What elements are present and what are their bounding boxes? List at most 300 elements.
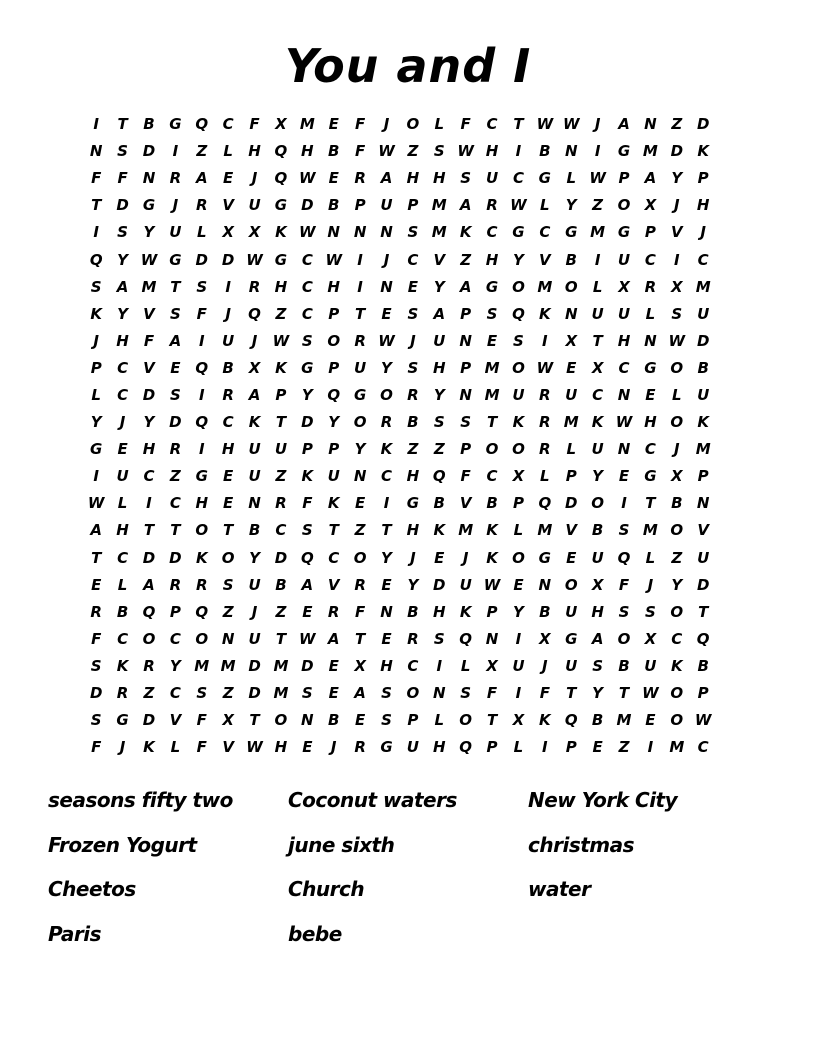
grid-letter: T: [645, 494, 656, 513]
grid-letter: U: [380, 196, 393, 215]
grid-letter: F: [196, 304, 207, 323]
grid-letter: O: [670, 602, 684, 621]
grid-row: [83, 301, 743, 328]
grid-letter: G: [142, 196, 156, 215]
grid-letter: T: [513, 115, 524, 134]
grid-letter: G: [485, 277, 499, 296]
grid-row: [83, 409, 743, 436]
grid-letter: W: [87, 494, 105, 513]
grid-letter: D: [195, 250, 208, 269]
grid-letter: B: [697, 656, 709, 675]
grid-letter: W: [325, 250, 342, 269]
grid-letter: U: [644, 656, 657, 675]
grid-letter: R: [486, 196, 498, 215]
grid-letter: G: [538, 169, 551, 188]
grid-letter: P: [697, 684, 709, 703]
grid-letter: W: [246, 250, 263, 269]
grid-letter: E: [381, 629, 392, 648]
word-row: [48, 823, 788, 868]
grid-letter: O: [512, 277, 525, 296]
grid-letter: O: [617, 196, 631, 215]
grid-letter: Z: [592, 196, 604, 215]
grid-letter: Q: [89, 250, 103, 269]
grid-letter: L: [645, 548, 656, 567]
grid-letter: I: [172, 142, 179, 161]
grid-letter: X: [565, 331, 578, 350]
grid-letter: K: [380, 440, 393, 459]
grid-letter: Y: [381, 358, 392, 377]
grid-letter: E: [592, 738, 603, 757]
grid-letter: M: [484, 358, 500, 377]
grid-letter: C: [407, 250, 419, 269]
grid-letter: M: [194, 656, 210, 675]
grid-row: [83, 111, 743, 138]
grid-letter: K: [275, 358, 287, 377]
grid-row: [83, 165, 743, 192]
grid-letter: P: [697, 169, 709, 188]
grid-letter: Q: [195, 115, 209, 134]
grid-letter: C: [486, 223, 498, 242]
grid-letter: Y: [513, 250, 524, 269]
grid-letter: K: [195, 548, 208, 567]
grid-letter: M: [431, 196, 447, 215]
grid-letter: X: [486, 656, 498, 675]
grid-letter: R: [195, 196, 208, 215]
grid-letter: T: [486, 711, 498, 730]
grid-letter: L: [645, 304, 656, 323]
grid-letter: U: [512, 656, 525, 675]
grid-letter: K: [539, 304, 551, 323]
grid-letter: J: [119, 738, 126, 757]
grid-letter: E: [223, 169, 234, 188]
grid-letter: S: [196, 277, 208, 296]
grid-letter: S: [90, 656, 102, 675]
grid-letter: T: [486, 413, 498, 432]
grid-letter: N: [327, 223, 340, 242]
grid-letter: D: [116, 196, 129, 215]
grid-letter: F: [249, 115, 260, 134]
grid-letter: S: [486, 304, 498, 323]
grid-letter: Z: [196, 142, 208, 161]
grid-letter: H: [485, 142, 499, 161]
grid-letter: O: [670, 521, 684, 540]
grid-letter: T: [170, 521, 181, 540]
word-item: Cheetos: [48, 877, 136, 902]
grid-letter: Z: [275, 602, 287, 621]
grid-letter: M: [642, 521, 658, 540]
grid-letter: R: [407, 629, 419, 648]
grid-letter: I: [594, 250, 601, 269]
grid-letter: I: [647, 738, 654, 757]
grid-letter: L: [434, 115, 445, 134]
grid-letter: Z: [671, 115, 683, 134]
grid-letter: U: [354, 358, 367, 377]
grid-letter: G: [274, 250, 288, 269]
grid-letter: J: [119, 413, 126, 432]
grid-letter: U: [169, 223, 182, 242]
grid-letter: G: [169, 250, 182, 269]
grid-letter: X: [591, 358, 604, 377]
grid-letter: N: [644, 115, 657, 134]
grid-letter: U: [697, 304, 710, 323]
grid-letter: P: [275, 385, 287, 404]
grid-letter: C: [644, 250, 656, 269]
grid-letter: A: [169, 331, 182, 350]
grid-letter: P: [328, 304, 340, 323]
letter-grid: [83, 111, 743, 761]
grid-letter: C: [697, 738, 709, 757]
grid-letter: E: [381, 575, 392, 594]
grid-letter: C: [301, 277, 313, 296]
grid-letter: Y: [513, 602, 524, 621]
grid-letter: G: [301, 358, 314, 377]
grid-letter: I: [93, 115, 99, 134]
grid-letter: F: [618, 575, 630, 594]
grid-letter: K: [459, 602, 472, 621]
grid-letter: L: [566, 440, 576, 459]
grid-letter: H: [274, 738, 288, 757]
grid-letter: R: [539, 385, 551, 404]
grid-letter: O: [142, 629, 156, 648]
grid-letter: U: [248, 196, 261, 215]
grid-letter: H: [432, 602, 446, 621]
grid-letter: C: [671, 629, 683, 648]
grid-letter: W: [615, 413, 633, 432]
grid-letter: N: [380, 602, 393, 621]
grid-letter: W: [378, 142, 395, 161]
grid-letter: R: [90, 602, 102, 621]
grid-letter: J: [383, 250, 390, 269]
grid-letter: S: [196, 684, 208, 703]
grid-letter: I: [594, 142, 601, 161]
grid-letter: O: [670, 684, 684, 703]
grid-letter: W: [668, 331, 686, 350]
grid-letter: Z: [275, 467, 287, 486]
grid-letter: Y: [407, 575, 419, 594]
grid-letter: R: [539, 440, 551, 459]
grid-letter: H: [116, 331, 129, 350]
grid-letter: G: [565, 223, 578, 242]
grid-letter: B: [222, 358, 234, 377]
grid-letter: Y: [565, 196, 577, 215]
grid-letter: Z: [169, 467, 181, 486]
grid-letter: P: [644, 223, 656, 242]
grid-letter: U: [565, 656, 578, 675]
grid-letter: O: [353, 413, 367, 432]
grid-letter: M: [537, 521, 553, 540]
grid-letter: J: [673, 196, 680, 215]
grid-letter: U: [459, 575, 472, 594]
grid-letter: L: [117, 575, 128, 594]
grid-letter: Y: [90, 413, 102, 432]
grid-letter: B: [591, 711, 604, 730]
grid-letter: A: [301, 575, 314, 594]
grid-letter: Q: [195, 358, 209, 377]
word-item: Coconut waters: [288, 788, 457, 813]
grid-letter: I: [515, 684, 522, 703]
grid-letter: M: [431, 223, 447, 242]
grid-letter: Z: [460, 250, 472, 269]
grid-letter: S: [433, 629, 445, 648]
grid-letter: J: [172, 196, 179, 215]
grid-letter: K: [670, 656, 683, 675]
grid-letter: R: [248, 277, 261, 296]
grid-letter: C: [117, 358, 129, 377]
grid-letter: Q: [459, 629, 473, 648]
grid-letter: D: [301, 196, 314, 215]
grid-letter: I: [357, 250, 363, 269]
grid-row: [83, 734, 743, 761]
grid-letter: Z: [671, 548, 683, 567]
grid-letter: F: [354, 115, 366, 134]
grid-letter: D: [142, 548, 156, 567]
grid-letter: W: [246, 738, 263, 757]
grid-letter: L: [434, 711, 445, 730]
grid-letter: B: [565, 250, 577, 269]
grid-letter: Y: [117, 250, 129, 269]
grid-letter: B: [116, 602, 129, 621]
grid-letter: C: [407, 656, 419, 675]
grid-letter: D: [169, 548, 182, 567]
grid-letter: J: [251, 602, 258, 621]
grid-letter: D: [248, 684, 261, 703]
grid-letter: E: [486, 331, 498, 350]
grid-letter: N: [459, 385, 472, 404]
grid-letter: Y: [433, 385, 445, 404]
grid-letter: C: [697, 250, 709, 269]
grid-letter: E: [354, 494, 366, 513]
grid-letter: I: [198, 385, 205, 404]
grid-letter: B: [327, 142, 340, 161]
grid-letter: S: [301, 331, 313, 350]
grid-row: [83, 490, 743, 517]
grid-letter: R: [169, 169, 182, 188]
grid-letter: K: [143, 738, 155, 757]
grid-letter: C: [169, 629, 181, 648]
grid-letter: Z: [275, 304, 287, 323]
grid-letter: W: [694, 711, 712, 730]
grid-letter: Y: [143, 223, 155, 242]
grid-letter: U: [617, 304, 631, 323]
grid-letter: N: [485, 629, 499, 648]
grid-letter: R: [380, 413, 393, 432]
grid-letter: Q: [248, 304, 261, 323]
grid-letter: A: [618, 115, 630, 134]
grid-letter: N: [380, 223, 393, 242]
grid-row: [83, 192, 743, 219]
word-item: water: [528, 877, 591, 902]
grid-row: [83, 517, 743, 544]
grid-letter: O: [670, 711, 684, 730]
grid-letter: M: [590, 223, 606, 242]
grid-letter: E: [302, 738, 313, 757]
grid-letter: F: [354, 602, 366, 621]
grid-letter: X: [248, 358, 261, 377]
grid-letter: O: [459, 711, 473, 730]
grid-letter: U: [222, 331, 235, 350]
grid-letter: M: [141, 277, 157, 296]
grid-letter: Q: [195, 602, 209, 621]
word-item: Church: [288, 877, 365, 902]
grid-letter: Q: [459, 738, 473, 757]
grid-letter: O: [274, 711, 288, 730]
grid-letter: W: [299, 169, 316, 188]
grid-letter: L: [170, 738, 181, 757]
grid-letter: O: [512, 548, 525, 567]
grid-letter: N: [432, 684, 446, 703]
grid-letter: X: [644, 629, 657, 648]
grid-letter: Y: [249, 548, 260, 567]
word-item: june sixth: [288, 832, 395, 857]
grid-letter: V: [327, 575, 340, 594]
grid-letter: S: [90, 277, 102, 296]
grid-letter: P: [486, 738, 498, 757]
grid-letter: E: [328, 656, 339, 675]
grid-letter: A: [195, 169, 208, 188]
grid-letter: S: [381, 711, 392, 730]
grid-row: [83, 138, 743, 165]
grid-row: [83, 626, 743, 653]
grid-letter: Y: [328, 413, 340, 432]
grid-letter: R: [222, 385, 234, 404]
grid-letter: R: [169, 575, 182, 594]
grid-letter: O: [380, 385, 393, 404]
grid-letter: E: [328, 115, 339, 134]
grid-letter: G: [644, 358, 657, 377]
grid-letter: Y: [301, 385, 313, 404]
grid-letter: X: [591, 575, 604, 594]
grid-letter: D: [274, 548, 288, 567]
grid-letter: L: [460, 656, 471, 675]
grid-letter: P: [565, 467, 577, 486]
grid-letter: K: [697, 413, 709, 432]
grid-letter: V: [433, 250, 446, 269]
grid-letter: H: [142, 440, 156, 459]
grid-letter: J: [225, 304, 231, 323]
grid-letter: H: [485, 250, 499, 269]
grid-letter: K: [697, 142, 709, 161]
grid-letter: B: [407, 413, 419, 432]
grid-letter: R: [644, 277, 657, 296]
grid-letter: B: [143, 115, 155, 134]
grid-letter: S: [381, 684, 392, 703]
grid-letter: G: [195, 467, 208, 486]
grid-letter: K: [248, 413, 261, 432]
grid-letter: H: [274, 277, 288, 296]
grid-letter: S: [301, 521, 313, 540]
grid-letter: W: [299, 223, 316, 242]
grid-letter: G: [353, 385, 367, 404]
grid-letter: G: [617, 142, 631, 161]
grid-row: [83, 680, 743, 707]
grid-letter: R: [327, 602, 340, 621]
grid-letter: M: [273, 684, 289, 703]
grid-row: [83, 545, 743, 572]
grid-letter: H: [432, 169, 446, 188]
grid-letter: H: [591, 602, 604, 621]
grid-letter: A: [116, 277, 129, 296]
grid-letter: N: [564, 304, 578, 323]
grid-letter: K: [433, 521, 446, 540]
grid-letter: L: [223, 142, 233, 161]
grid-letter: O: [406, 684, 420, 703]
grid-letter: E: [328, 684, 339, 703]
grid-letter: B: [248, 521, 261, 540]
grid-letter: E: [645, 711, 656, 730]
grid-letter: X: [222, 223, 234, 242]
grid-letter: E: [328, 169, 339, 188]
grid-letter: R: [407, 385, 419, 404]
grid-letter: I: [515, 142, 522, 161]
grid-letter: U: [591, 440, 604, 459]
grid-letter: T: [698, 602, 709, 621]
grid-letter: E: [223, 467, 234, 486]
grid-letter: C: [592, 385, 604, 404]
grid-letter: O: [564, 277, 578, 296]
grid-letter: C: [539, 223, 551, 242]
grid-letter: V: [670, 223, 683, 242]
grid-letter: C: [512, 169, 524, 188]
word-item: seasons fifty two: [48, 788, 233, 813]
grid-letter: Q: [696, 629, 710, 648]
grid-letter: P: [565, 738, 577, 757]
grid-letter: B: [327, 711, 340, 730]
grid-letter: D: [696, 575, 710, 594]
grid-letter: C: [301, 250, 313, 269]
grid-letter: R: [116, 684, 129, 703]
grid-letter: C: [222, 115, 234, 134]
grid-letter: C: [380, 467, 392, 486]
grid-letter: Y: [592, 684, 604, 703]
grid-letter: W: [642, 684, 659, 703]
word-row: [48, 912, 788, 957]
grid-letter: D: [696, 331, 710, 350]
grid-letter: J: [251, 331, 258, 350]
grid-letter: H: [406, 169, 420, 188]
grid-letter: K: [275, 223, 287, 242]
grid-letter: K: [459, 223, 472, 242]
grid-letter: S: [407, 304, 419, 323]
grid-letter: O: [670, 358, 684, 377]
grid-letter: D: [565, 494, 578, 513]
grid-letter: Q: [300, 548, 314, 567]
grid-letter: S: [618, 521, 630, 540]
grid-letter: S: [460, 413, 472, 432]
grid-letter: Q: [617, 548, 631, 567]
grid-letter: X: [512, 711, 525, 730]
grid-letter: H: [406, 521, 420, 540]
grid-letter: T: [223, 521, 234, 540]
grid-letter: R: [275, 494, 287, 513]
grid-letter: O: [512, 440, 525, 459]
grid-letter: D: [248, 656, 261, 675]
grid-letter: M: [458, 521, 474, 540]
grid-letter: U: [248, 440, 261, 459]
grid-letter: J: [462, 548, 469, 567]
grid-letter: I: [357, 277, 363, 296]
grid-letter: G: [512, 223, 525, 242]
grid-letter: U: [591, 548, 604, 567]
grid-letter: M: [616, 711, 632, 730]
grid-letter: V: [565, 521, 578, 540]
grid-letter: L: [566, 169, 576, 188]
grid-letter: B: [591, 521, 604, 540]
grid-letter: V: [697, 521, 709, 540]
grid-letter: O: [221, 548, 235, 567]
grid-letter: N: [221, 629, 235, 648]
grid-letter: X: [618, 277, 630, 296]
grid-letter: C: [618, 358, 630, 377]
